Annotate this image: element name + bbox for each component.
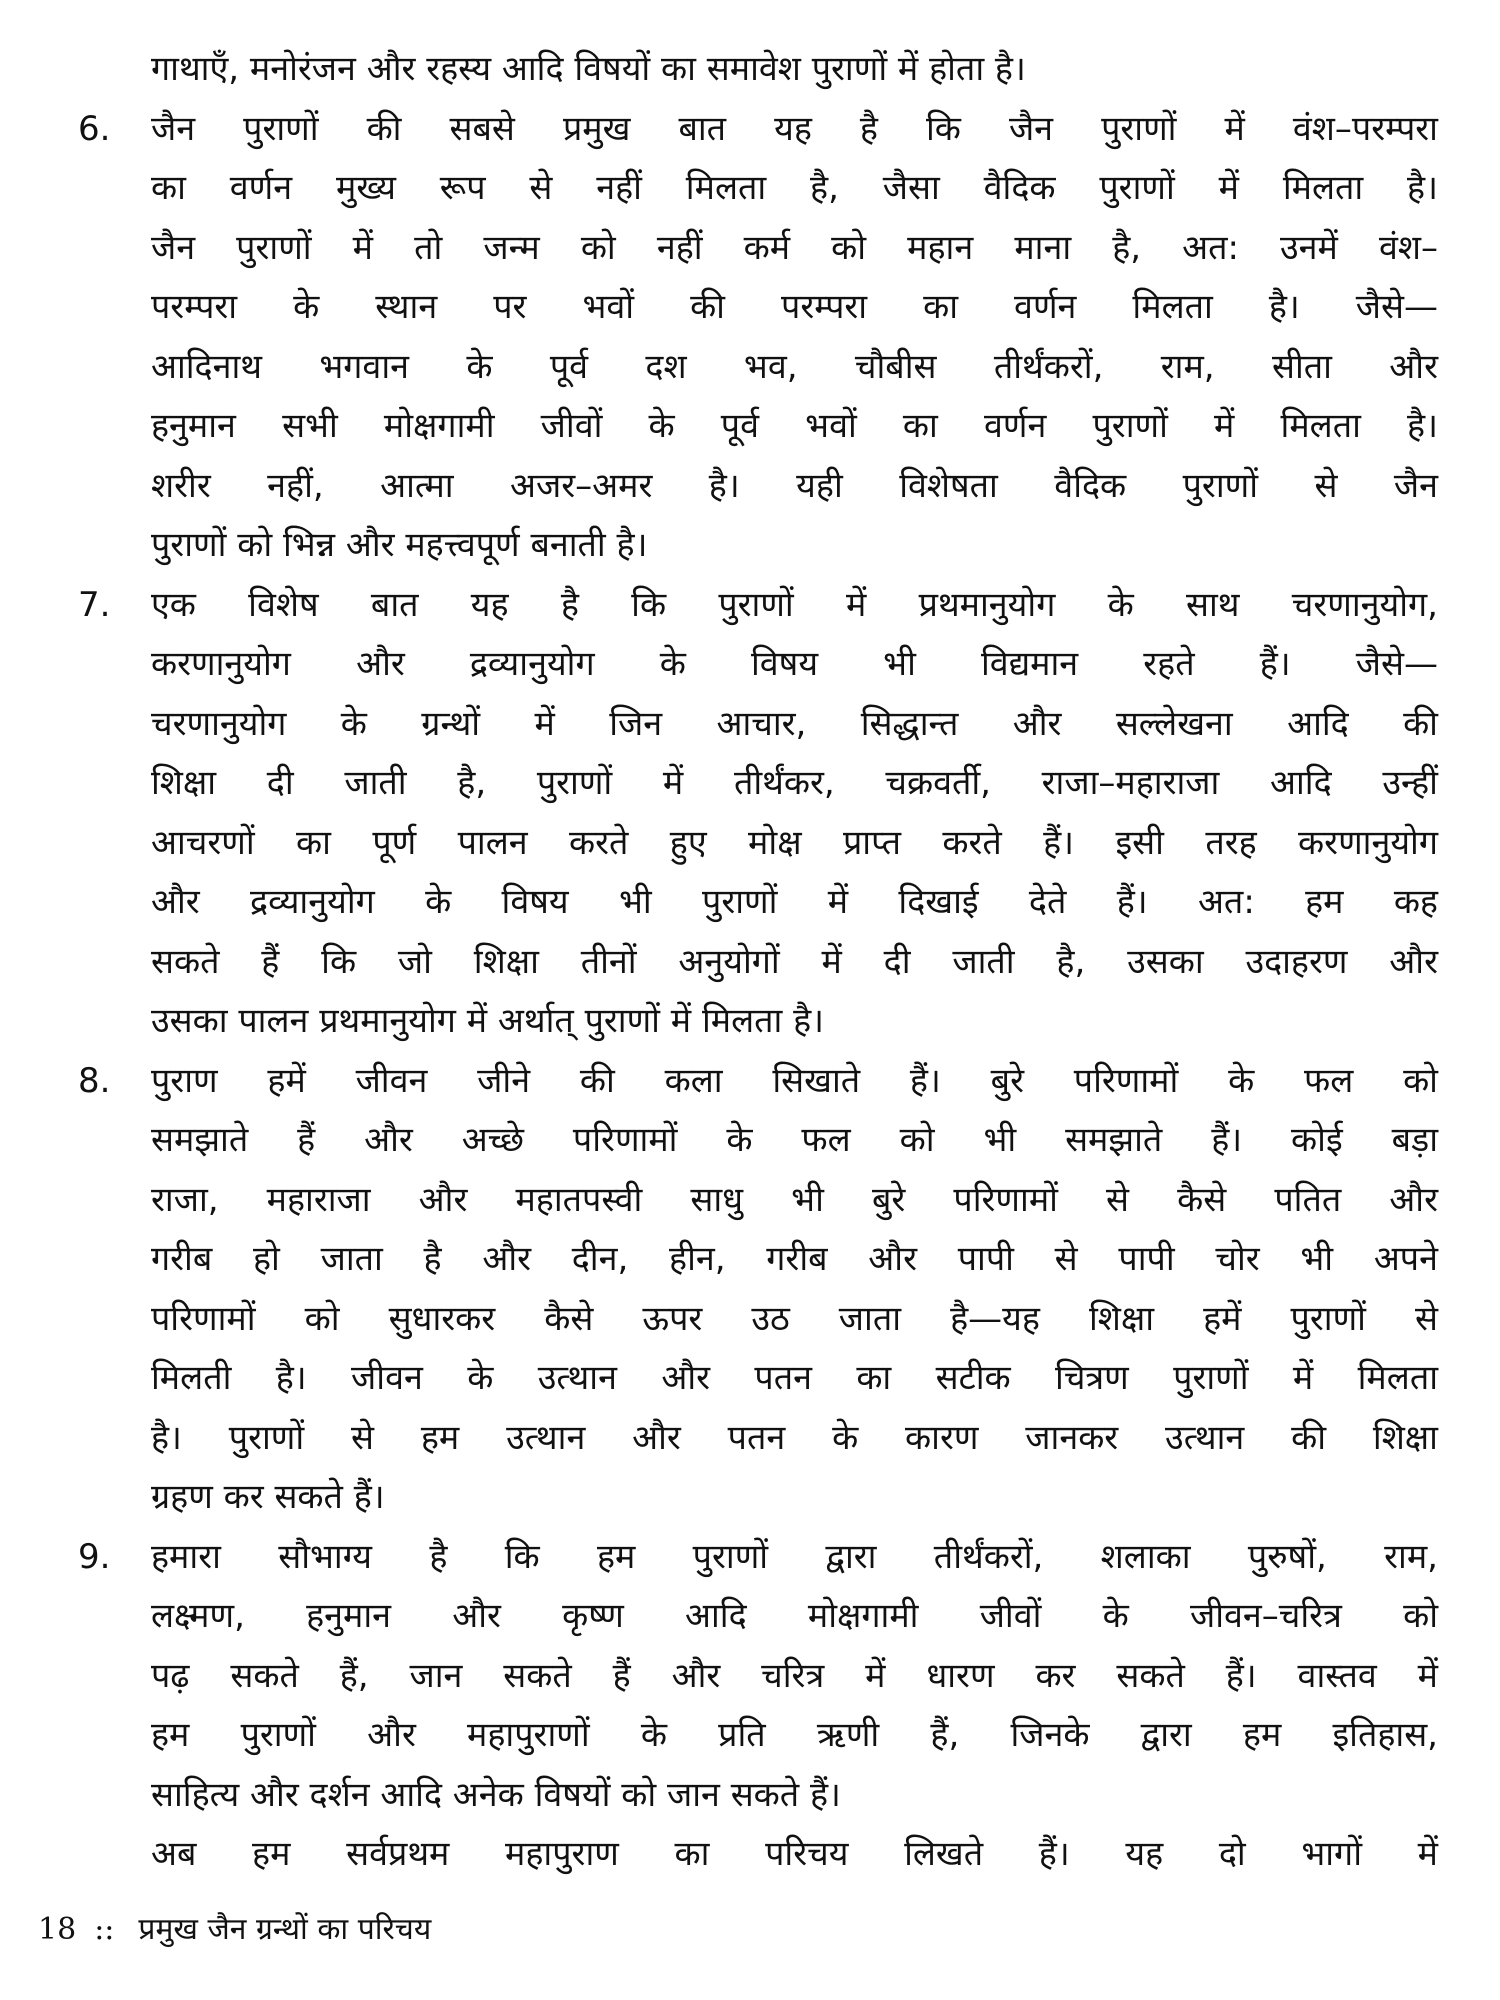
paragraph-line: समझाते हैं और अच्छे परिणामों के फल को भी समझाते हैं। कोई बड़ा <box>151 1120 1438 1160</box>
paragraph-line: एक विशेष बात यह है कि पुराणों में प्रथमानुयोग के साथ चरणानुयोग, <box>151 584 1438 625</box>
paragraph-line: हमारा सौभाग्य है कि हम पुराणों द्वारा तीर्थंकरों, शलाका पुरुषों, राम, <box>151 1536 1438 1577</box>
paragraph-line: परिणामों को सुधारकर कैसे ऊपर उठ जाता है—यह शिक्षा हमें पुराणों से <box>151 1298 1438 1339</box>
list-item-first-line <box>78 576 1438 636</box>
paragraph-line: जैन पुराणों की सबसे प्रमुख बात यह है कि जैन पुराणों में वंश–परम्परा <box>151 108 1438 149</box>
paragraph-line: पुराणों को भिन्न और महत्त्वपूर्ण बनाती है। <box>151 525 648 565</box>
paragraph-line: गरीब हो जाता है और दीन, हीन, गरीब और पापी से पापी चोर भी अपने <box>151 1239 1438 1279</box>
paragraph-line: आदिनाथ भगवान के पूर्व दश भव, चौबीस तीर्थंकरों, राम, सीता और <box>151 346 1438 387</box>
list-item-8 <box>78 1052 1438 1528</box>
paragraph-line: परम्परा के स्थान पर भवों की परम्परा का वर्णन मिलता है। जैसे— <box>151 287 1438 327</box>
paragraph-line: करणानुयोग और द्रव्यानुयोग के विषय भी विद्यमान रहते हैं। जैसे— <box>151 644 1438 684</box>
page-footer <box>38 1910 431 1950</box>
paragraph-line: शिक्षा दी जाती है, पुराणों में तीर्थंकर, चक्रवर्ती, राजा–महाराजा आदि उन्हीं <box>151 763 1438 803</box>
list-item-first-line <box>78 1052 1438 1112</box>
paragraph-line: ग्रहण कर सकते हैं। <box>151 1477 385 1517</box>
paragraph-line: गाथाएँ, मनोरंजन और रहस्य आदि विषयों का समावेश पुराणों में होता है। <box>151 49 1026 89</box>
paragraph-line: चरणानुयोग के ग्रन्थों में जिन आचार, सिद्धान्त और सल्लेखना आदि की <box>151 703 1438 744</box>
paragraph-line: हनुमान सभी मोक्षगामी जीवों के पूर्व भवों का वर्णन पुराणों में मिलता है। <box>151 406 1438 446</box>
paragraph-line: का वर्णन मुख्य रूप से नहीं मिलता है, जैसा वैदिक पुराणों में मिलता है। <box>151 168 1438 208</box>
list-item-number: 8. <box>78 1060 111 1101</box>
list-item-first-line <box>78 100 1438 160</box>
paragraph-line: जैन पुराणों में तो जन्म को नहीं कर्म को महान माना है, अत: उनमें वंश– <box>151 227 1438 268</box>
list-item-7 <box>78 576 1438 1052</box>
paragraph-line: लक्ष्मण, हनुमान और कृष्ण आदि मोक्षगामी जीवों के जीवन–चरित्र को <box>151 1596 1438 1636</box>
page-number: 18 <box>38 1912 77 1947</box>
paragraph-line: मिलती है। जीवन के उत्थान और पतन का सटीक चित्रण पुराणों में मिलता <box>151 1358 1438 1398</box>
book-title: प्रमुख जैन ग्रन्थों का परिचय <box>138 1912 432 1947</box>
paragraph-line: उसका पालन प्रथमानुयोग में अर्थात् पुराणों में मिलता है। <box>151 1001 825 1041</box>
paragraph-line: और द्रव्यानुयोग के विषय भी पुराणों में दिखाई देते हैं। अत: हम कह <box>151 882 1438 922</box>
list-item-9 <box>78 1528 1438 1826</box>
paragraph-line: शरीर नहीं, आत्मा अजर–अमर है। यही विशेषता वैदिक पुराणों से जैन <box>151 465 1438 506</box>
closing-paragraph-line: अब हम सर्वप्रथम महापुराण का परिचय लिखते हैं। यह दो भागों में <box>151 1834 1438 1874</box>
list-item-number: 7. <box>78 584 111 625</box>
list-item-number: 9. <box>78 1536 111 1577</box>
list-item-number: 6. <box>78 108 111 149</box>
footer-separator: :: <box>94 1912 115 1947</box>
paragraph-line: है। पुराणों से हम उत्थान और पतन के कारण जानकर उत्थान की शिक्षा <box>151 1417 1438 1458</box>
paragraph-line: पुराण हमें जीवन जीने की कला सिखाते हैं। बुरे परिणामों के फल को <box>151 1060 1438 1101</box>
paragraph-line: सकते हैं कि जो शिक्षा तीनों अनुयोगों में दी जाती है, उसका उदाहरण और <box>151 941 1438 982</box>
page-body <box>78 40 1438 1885</box>
list-item-first-line <box>78 1528 1438 1588</box>
paragraph-line: हम पुराणों और महापुराणों के प्रति ऋणी हैं, जिनके द्वारा हम इतिहास, <box>151 1715 1438 1755</box>
paragraph-line: राजा, महाराजा और महातपस्वी साधु भी बुरे परिणामों से कैसे पतित और <box>151 1179 1438 1220</box>
list-item-6 <box>78 100 1438 576</box>
paragraph-line: आचरणों का पूर्ण पालन करते हुए मोक्ष प्राप्त करते हैं। इसी तरह करणानुयोग <box>151 822 1438 863</box>
paragraph-line: साहित्य और दर्शन आदि अनेक विषयों को जान सकते हैं। <box>151 1774 841 1815</box>
paragraph-line: पढ़ सकते हैं, जान सकते हैं और चरित्र में धारण कर सकते हैं। वास्तव में <box>151 1655 1438 1696</box>
